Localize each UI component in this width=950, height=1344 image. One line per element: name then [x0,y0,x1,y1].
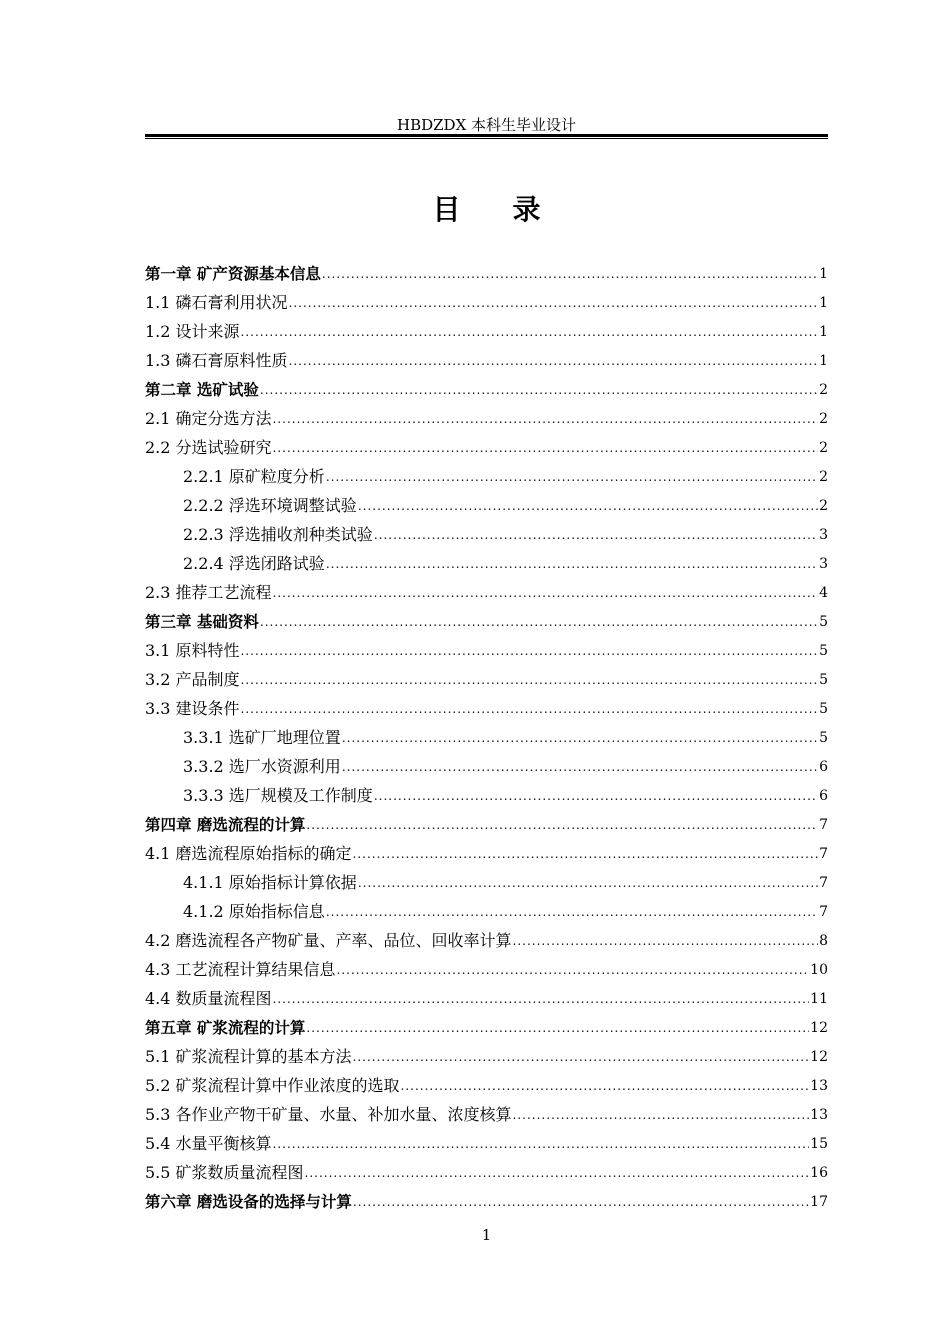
toc-dot-leader [342,756,818,778]
toc-entry[interactable] [145,633,828,662]
toc-dot-leader [358,872,818,894]
toc-dot-leader [289,292,819,314]
toc-entry-title: 第三章 基础资料 [145,613,259,631]
toc-entry-page: 13 [810,1107,828,1123]
toc-entry-title: 3.3 建设条件 [145,699,240,718]
toc-dot-leader [358,495,818,517]
toc-entry[interactable] [145,1068,828,1097]
toc-entry[interactable] [145,1097,828,1126]
toc-dot-leader [401,1075,810,1097]
toc-entry-title: 4.1 磨选流程原始指标的确定 [145,844,352,863]
toc-dot-leader [326,466,818,488]
toc-entry-title: 第一章 矿产资源基本信息 [145,265,321,283]
toc-entry-title: 2.2 分选试验研究 [145,438,272,457]
toc-dot-leader [513,1104,810,1126]
toc-entry-page: 7 [819,846,828,862]
toc-entry-page: 15 [810,1136,828,1152]
toc-entry-page: 17 [810,1194,828,1210]
toc-entry-page: 6 [819,759,828,775]
toc-entry-page: 1 [819,324,828,340]
toc-dot-leader [273,988,810,1010]
toc-entry[interactable] [145,1155,828,1184]
toc-entry[interactable] [145,314,828,343]
toc-entry[interactable] [145,865,828,894]
toc-entry-title: 3.3.3 选厂规模及工作制度 [183,786,373,805]
toc-entry-title: 5.4 水量平衡核算 [145,1134,272,1153]
toc-entry-page: 6 [819,788,828,804]
toc-entry[interactable] [145,749,828,778]
running-header: HBDZDX 本科生毕业设计 [396,116,577,134]
toc-entry[interactable] [145,488,828,517]
toc-entry-page: 5 [819,701,828,717]
toc-dot-leader [513,930,819,952]
toc-entry-page: 2 [819,469,828,485]
toc-entry-page: 5 [819,730,828,746]
toc-dot-leader [273,582,819,604]
toc-dot-leader [273,408,819,430]
toc-entry-page: 4 [819,585,828,601]
toc-dot-leader [273,437,819,459]
toc-entry-title: 2.3 推荐工艺流程 [145,583,272,602]
toc-entry[interactable] [145,1126,828,1155]
toc-dot-leader [241,640,819,662]
toc-entry-title: 2.1 确定分选方法 [145,409,272,428]
toc-entry-title: 第五章 矿浆流程的计算 [145,1019,306,1037]
toc-entry-title: 3.2 产品制度 [145,670,240,689]
toc-entry-title: 1.3 磷石膏原料性质 [145,351,288,370]
toc-entry[interactable] [145,604,828,633]
toc-entry-title: 2.2.3 浮选捕收剂种类试验 [183,525,373,544]
toc-entry[interactable] [145,1010,828,1039]
toc-entry-title: 3.3.2 选厂水资源利用 [183,757,341,776]
toc-entry-title: 第六章 磨选设备的选择与计算 [145,1193,352,1211]
toc-entry[interactable] [145,343,828,372]
toc-dot-leader [305,1162,810,1184]
toc-entry[interactable] [145,372,828,401]
toc-entry-page: 7 [819,875,828,891]
toc-entry[interactable] [145,459,828,488]
toc-entry-page: 5 [819,614,828,630]
toc-entry-page: 2 [819,411,828,427]
toc-entry[interactable] [145,778,828,807]
toc-entry[interactable] [145,575,828,604]
toc-entry[interactable] [145,981,828,1010]
toc-dot-leader [306,814,818,836]
toc-dot-leader [260,611,818,633]
toc-entry[interactable] [145,952,828,981]
toc-dot-leader [374,785,818,807]
toc-entry[interactable] [145,923,828,952]
toc-entry-title: 2.2.2 浮选环境调整试验 [183,496,357,515]
toc-dot-leader [241,321,819,343]
toc-entry-page: 11 [810,991,828,1007]
toc-entry-page: 2 [819,440,828,456]
toc-entry[interactable] [145,1184,828,1213]
toc-dot-leader [241,698,819,720]
toc-entry[interactable] [145,1039,828,1068]
toc-dot-leader [337,959,810,981]
toc-entry-page: 1 [819,295,828,311]
toc-entry[interactable] [145,836,828,865]
toc-dot-leader [306,1017,809,1039]
toc-entry[interactable] [145,720,828,749]
toc-entry-title: 1.2 设计来源 [145,322,240,341]
toc-entry-title: 3.1 原料特性 [145,641,240,660]
toc-entry-page: 8 [819,933,828,949]
toc-entry-title: 4.1.2 原始指标信息 [183,902,325,921]
toc-entry-page: 12 [810,1020,828,1036]
header-rule-thick [145,134,828,137]
toc-entry-title: 5.1 矿浆流程计算的基本方法 [145,1047,352,1066]
toc-dot-leader [326,901,818,923]
toc-entry-page: 2 [819,498,828,514]
toc-entry[interactable] [145,285,828,314]
toc-dot-leader [326,553,818,575]
toc-entry-page: 5 [819,643,828,659]
toc-entry[interactable] [145,430,828,459]
header-rule-thin [145,138,828,139]
toc-entry-page: 5 [819,672,828,688]
toc-entry-title: 4.2 磨选流程各产物矿量、产率、品位、回收率计算 [145,931,512,950]
toc-entry-title: 4.4 数质量流程图 [145,989,272,1008]
toc-entry-title: 第四章 磨选流程的计算 [145,816,306,834]
toc-entry-title: 5.2 矿浆流程计算中作业浓度的选取 [145,1076,400,1095]
toc-entry-page: 7 [819,904,828,920]
toc-dot-leader [353,1191,809,1213]
toc-entry-title: 5.5 矿浆数质量流程图 [145,1163,304,1182]
toc-entry-title: 2.2.1 原矿粒度分析 [183,467,325,486]
toc-entry-title: 第二章 选矿试验 [145,381,259,399]
toc-dot-leader [260,379,818,401]
toc-entry[interactable] [145,517,828,546]
toc-dot-leader [353,1046,810,1068]
toc-entry-page: 3 [819,556,828,572]
toc-entry[interactable] [145,401,828,430]
toc-entry-page: 12 [810,1049,828,1065]
toc-dot-leader [289,350,819,372]
toc-dot-leader [342,727,818,749]
toc-entry-page: 2 [819,382,828,398]
page-number: 1 [481,1226,492,1244]
toc-entry[interactable] [145,807,828,836]
toc-entry[interactable] [145,691,828,720]
toc-dot-leader [241,669,819,691]
toc-entry-page: 13 [810,1078,828,1094]
toc-entry-page: 16 [810,1165,828,1181]
toc-dot-leader [353,843,819,865]
toc-dot-leader [273,1133,810,1155]
toc-entry-title: 4.3 工艺流程计算结果信息 [145,960,336,979]
toc-entry-page: 1 [819,266,828,282]
toc-dot-leader [322,263,818,285]
toc-entry-title: 3.3.1 选矿厂地理位置 [183,728,341,747]
toc-entry-title: 2.2.4 浮选闭路试验 [183,554,325,573]
toc-entry-page: 10 [810,962,828,978]
toc-entry[interactable] [145,662,828,691]
toc-entry-page: 7 [819,817,828,833]
toc-entry-page: 3 [819,527,828,543]
toc-entry[interactable] [145,256,828,285]
toc-entry-title: 5.3 各作业产物干矿量、水量、补加水量、浓度核算 [145,1105,512,1124]
toc-entry-page: 1 [819,353,828,369]
toc-title: 目录 [432,193,593,226]
toc-entry-title: 4.1.1 原始指标计算依据 [183,873,357,892]
toc-dot-leader [374,524,818,546]
toc-entry[interactable] [145,894,828,923]
table-of-contents [145,256,828,1213]
toc-entry[interactable] [145,546,828,575]
toc-entry-title: 1.1 磷石膏利用状况 [145,293,288,312]
